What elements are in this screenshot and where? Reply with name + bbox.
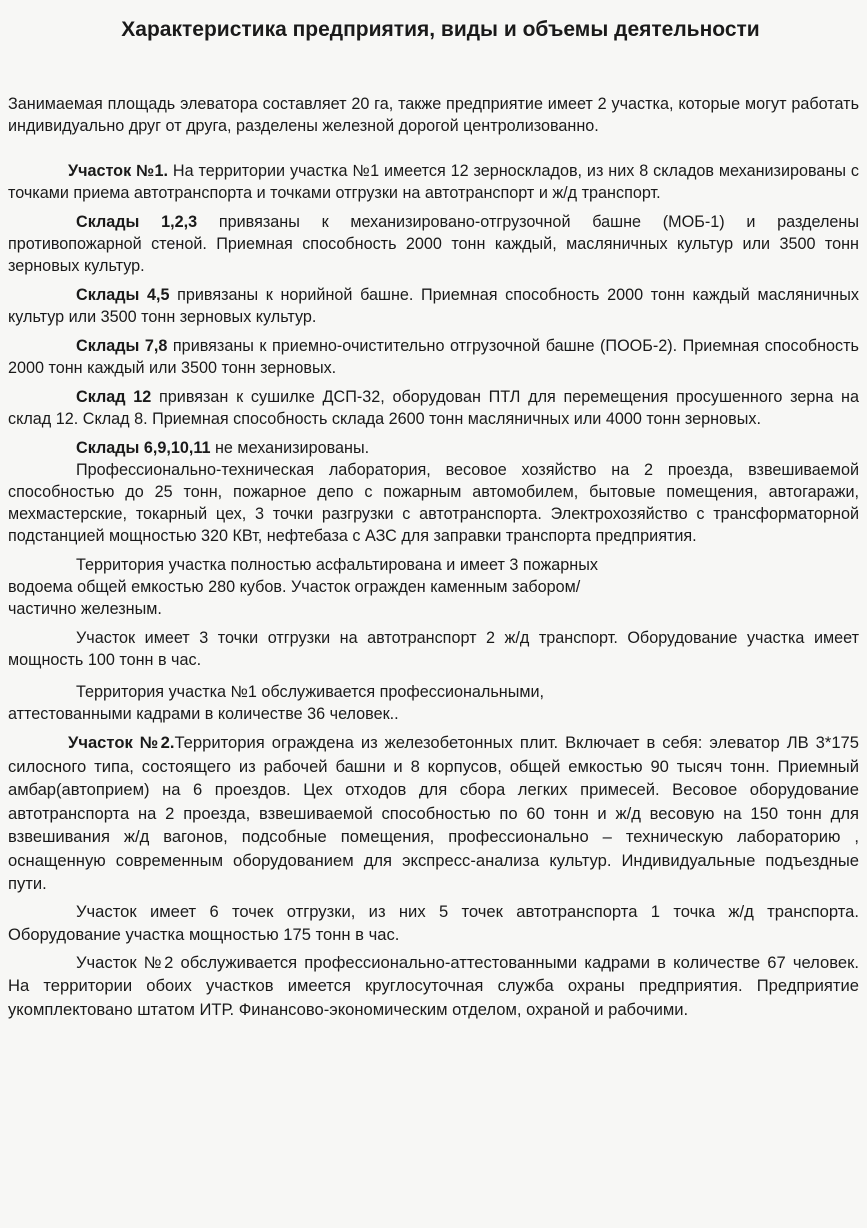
territory-line-3: частично железным.	[8, 600, 162, 618]
paragraph-shipping-site1: Участок имеет 3 точки отгрузки на автотранспорт 2 ж/д транспорт. Оборудование участка имеет мощность 100 тонн в час.	[8, 629, 859, 669]
heading-warehouse-12: Склад 12	[76, 388, 152, 406]
staff-line-2: аттестованными кадрами в количестве 36 человек..	[8, 705, 399, 723]
paragraph-warehouses-123: Склады 1,2,3 привязаны к механизировано-отгрузочной башне (МОБ-1) и разделены противопожарной стеной. Приемная способность 2000 тонн каждый, масляничных культур или 3500 тонн зерновых культур.	[8, 213, 859, 275]
paragraph-warehouses-78: Склады 7,8 привязаны к приемно-очистительно отгрузочной башне (ПООБ-2). Приемная способность 2000 тонн каждый или 3500 тонн зерновых.	[8, 337, 859, 377]
paragraph-site2: Участок №2.Территория ограждена из железобетонных плит. Включает в себя: элеватор ЛВ 3*175 силосного типа, состоящего из рабочей башни и 8 корпусов, общей емкостью 90 тысяч тонн. Приемный амбар(автоприем) на 6 проездов. Цех отходов для сбора легких примесей. Весовое оборудование автотранспорта на 2 проезда, взвешиваемой способностью по 60 тонн и ж/д весовую на 150 тонн для взвешивания ж/д вагонов, подсобные помещения, профессионально – техническую лабораторию , оснащенную современным оборудованием для экспресс-анализа культур. Индивидуальные подъездные пути.	[8, 733, 860, 893]
page-title: Характеристика предприятия, виды и объемы деятельности	[121, 18, 760, 41]
heading-warehouses-123: Склады 1,2,3	[76, 213, 198, 231]
paragraph-staff-site1	[8, 681, 859, 725]
heading-warehouses-45: Склады 4,5	[76, 286, 170, 304]
territory-line-2: водоема общей емкостью 280 кубов. Участок огражден каменным забором/	[8, 578, 581, 596]
heading-site2: Участок №2.	[68, 733, 175, 752]
paragraph-territory	[8, 554, 859, 620]
heading-warehouses-78: Склады 7,8	[76, 337, 168, 355]
paragraph-warehouse-12: Склад 12 привязан к сушилке ДСП-32, оборудован ПТЛ для перемещения просушенного зерна на склад 12. Склад 8. Приемная способность склада 2600 тонн масляничных или 4000 тонн зерновых.	[8, 388, 859, 428]
territory-line-1: Территория участка полностью асфальтирована и имеет 3 пожарных	[76, 556, 598, 574]
paragraph-shipping-site2: Участок имеет 6 точек отгрузки, из них 5 точек автотранспорта 1 точка ж/д транспорта. Оборудование участка мощностью 175 тонн в час.	[8, 901, 859, 944]
heading-warehouses-6-9-10-11: Склады 6,9,10,11	[76, 439, 211, 457]
heading-site1: Участок №1.	[68, 162, 169, 180]
paragraph-intro: Занимаемая площадь элеватора составляет 20 га, также предприятие имеет 2 участка, которые могут работать индивидуально друг от друга, разделены железной дорогой центролизованно.	[8, 95, 859, 135]
paragraph-warehouses-45: Склады 4,5 привязаны к норийной башне. Приемная способность 2000 тонн каждый масляничных культур или 3500 тонн зерновых культур.	[8, 286, 859, 326]
paragraph-staff-site2: Участок №2 обслуживается профессионально-аттестованными кадрами в количестве 67 человек. На территории обоих участков имеется круглосуточная служба охраны предприятия. Предприятие укомплектовано штатом ИТР. Финансово-экономическим отделом, охраной и рабочими.	[8, 952, 859, 1019]
staff-line-1: Территория участка №1 обслуживается профессиональными,	[76, 683, 545, 701]
section-intro	[8, 93, 859, 137]
paragraph-warehouses-6-9-10-11: Склады 6,9,10,11 не механизированы.	[76, 439, 370, 457]
paragraph-facilities: Профессионально-техническая лаборатория, весовое хозяйство на 2 проезда, взвешиваемой способностью до 25 тонн, пожарное депо с пожарным автомобилем, бытовые помещения, автогаражи, мехмастерские, токарный цех, 3 точки разгрузки с автотранспорта. Электрохозяйство с трансформаторной подстанцией мощностью 320 КВт, нефтебаза с АЗС для заправки транспорта предприятия.	[8, 461, 859, 545]
paragraph-site1: Участок №1. На территории участка №1 имеется 12 зерноскладов, из них 8 складов механизированы с точками приема автотранспорта и точками отгрузки на автотранспорт и ж/д транспорт.	[8, 162, 859, 202]
section-site2	[8, 731, 859, 1021]
